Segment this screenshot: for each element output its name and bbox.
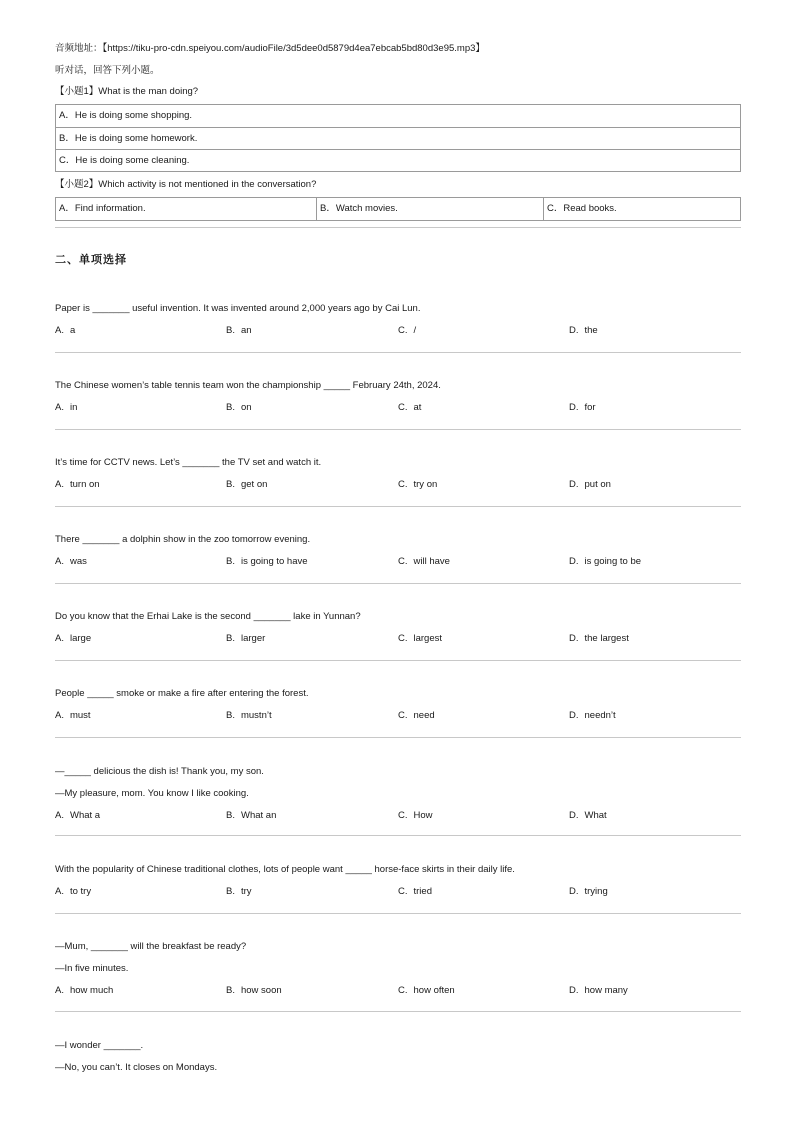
listening-options-2 — [55, 197, 741, 221]
option-a[interactable]: A. must — [55, 710, 91, 721]
option-b[interactable]: B. What an — [226, 810, 277, 821]
option-b[interactable]: B. on — [226, 402, 252, 413]
option-c[interactable]: C. / — [398, 325, 417, 336]
option-a[interactable]: A. to try — [55, 886, 92, 897]
option-d[interactable]: D. is going to be — [569, 556, 642, 567]
option-b[interactable]: B. an — [226, 325, 252, 336]
option-c[interactable]: C. how often — [398, 985, 455, 996]
question-stem: There _______ a dolphin show in the zoo tomorrow evening. — [55, 534, 311, 545]
option-a[interactable]: A. large — [55, 633, 92, 644]
question-stem: Do you know that the Erhai Lake is the second _______ lake in Yunnan? — [55, 611, 361, 622]
divider — [55, 835, 741, 836]
option-d[interactable]: D. put on — [569, 479, 611, 490]
question-stem: —No, you can’t. It closes on Mondays. — [55, 1062, 218, 1073]
option-d[interactable]: D. the largest — [569, 633, 629, 644]
divider — [55, 737, 741, 738]
question-stem: It’s time for CCTV news. Let’s _______ the TV set and watch it. — [55, 457, 322, 468]
options-row — [55, 325, 741, 339]
divider — [55, 660, 741, 661]
section-title: 二、单项选择 — [55, 253, 127, 266]
option-b[interactable]: B. mustn’t — [226, 710, 272, 721]
option-b[interactable]: B. is going to have — [226, 556, 308, 567]
option-c[interactable]: C. need — [398, 710, 435, 721]
option-b[interactable]: B. larger — [226, 633, 266, 644]
listening-question-2: 【小题2】Which activity is not mentioned in the conversation? — [55, 179, 317, 190]
question-8 — [55, 864, 741, 900]
option-c[interactable]: C. tried — [398, 886, 432, 897]
divider — [55, 429, 741, 430]
option-d[interactable]: D. for — [569, 402, 596, 413]
options-row — [55, 886, 741, 900]
option-row: C．He is doing some cleaning. — [56, 149, 740, 171]
question-stem: The Chinese women’s table tennis team won the championship _____ February 24th, 2024. — [55, 380, 441, 391]
listening-instruction: 听对话，回答下列小题。 — [55, 65, 160, 76]
listening-question-1: 【小题1】What is the man doing? — [55, 86, 199, 97]
option-a[interactable]: A. in — [55, 402, 78, 413]
option-d[interactable]: D. how many — [569, 985, 628, 996]
question-3 — [55, 457, 741, 493]
question-9 — [55, 941, 741, 999]
audio-url[interactable]: 音频地址：【https://tiku-pro-cdn.speiyou.com/audioFile/3d5dee0d5879d4ea7ebcab5bd80d3e95.mp3】 — [55, 43, 485, 54]
option-b[interactable]: B. how soon — [226, 985, 282, 996]
question-stem: Paper is _______ useful invention. It was invented around 2,000 years ago by Cai Lun. — [55, 303, 421, 314]
option-c[interactable]: C. will have — [398, 556, 450, 567]
option-cell: B．Watch movies. — [316, 198, 543, 220]
divider — [55, 583, 741, 584]
options-row — [55, 810, 741, 824]
option-c[interactable]: C. How — [398, 810, 433, 821]
question-stem: —I wonder _______. — [55, 1040, 144, 1051]
option-d[interactable]: D. What — [569, 810, 607, 821]
option-a[interactable]: A. turn on — [55, 479, 100, 490]
listening-options-1 — [55, 104, 741, 172]
option-d[interactable]: D. the — [569, 325, 598, 336]
divider — [55, 352, 741, 353]
options-row — [55, 710, 741, 724]
question-6 — [55, 688, 741, 724]
question-stem: —My pleasure, mom. You know I like cooking. — [55, 788, 249, 799]
question-stem: —Mum, _______ will the breakfast be ready? — [55, 941, 247, 952]
options-row — [55, 985, 741, 999]
divider — [55, 227, 741, 228]
option-cell: C．Read books. — [543, 198, 740, 220]
divider — [55, 506, 741, 507]
question-2 — [55, 380, 741, 416]
option-d[interactable]: D. needn’t — [569, 710, 616, 721]
question-5 — [55, 611, 741, 647]
question-stem: —_____ delicious the dish is! Thank you, my son. — [55, 766, 264, 777]
option-b[interactable]: B. get on — [226, 479, 268, 490]
question-1 — [55, 303, 741, 339]
option-c[interactable]: C. largest — [398, 633, 443, 644]
option-row: B．He is doing some homework. — [56, 127, 740, 149]
option-row: A．He is doing some shopping. — [59, 110, 193, 121]
question-10 — [55, 1040, 741, 1084]
option-cell: A．Find information. — [59, 203, 146, 214]
option-a[interactable]: A. What a — [55, 810, 101, 821]
divider — [55, 913, 741, 914]
divider — [55, 1011, 741, 1012]
options-row — [55, 556, 741, 570]
option-c[interactable]: C. try on — [398, 479, 438, 490]
question-stem: —In five minutes. — [55, 963, 129, 974]
option-a[interactable]: A. how much — [55, 985, 114, 996]
option-b[interactable]: B. try — [226, 886, 252, 897]
options-row — [55, 402, 741, 416]
option-d[interactable]: D. trying — [569, 886, 608, 897]
option-a[interactable]: A. a — [55, 325, 76, 336]
options-row — [55, 479, 741, 493]
option-c[interactable]: C. at — [398, 402, 422, 413]
question-4 — [55, 534, 741, 570]
options-row — [55, 633, 741, 647]
question-7 — [55, 766, 741, 824]
option-a[interactable]: A. was — [55, 556, 87, 567]
question-stem: With the popularity of Chinese traditional clothes, lots of people want _____ horse-face skirts in their daily life. — [55, 864, 515, 875]
question-stem: People _____ smoke or make a fire after entering the forest. — [55, 688, 309, 699]
